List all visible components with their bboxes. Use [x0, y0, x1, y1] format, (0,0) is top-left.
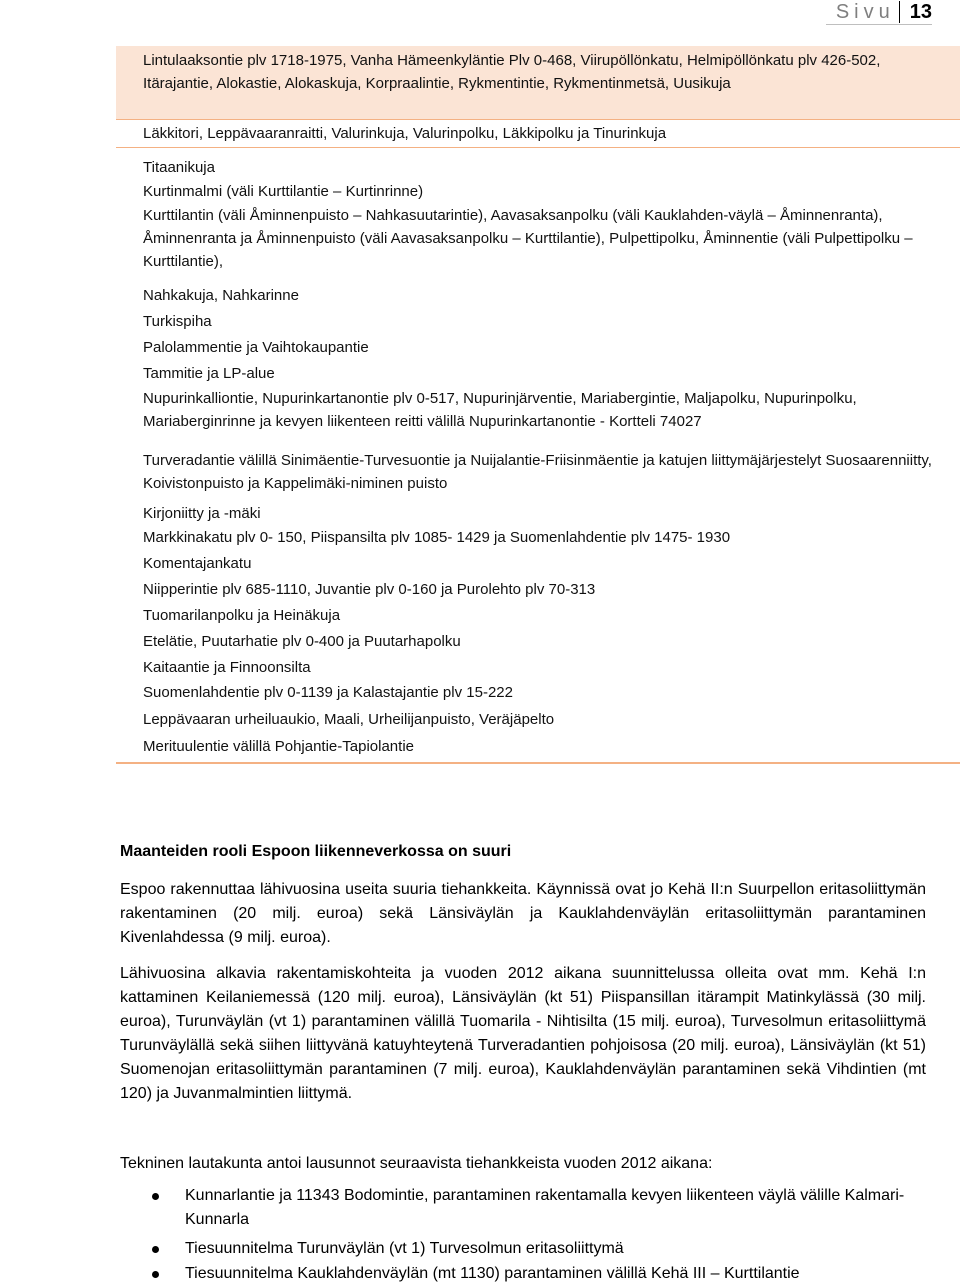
table-cell: Tammitie ja LP-alue	[143, 365, 275, 382]
bullet-icon	[152, 1271, 159, 1278]
table-row	[116, 681, 960, 705]
table-row	[116, 578, 960, 602]
header-divider	[899, 1, 900, 23]
table-cell: Kurttilantin (väli Åminnenpuisto – Nahkasuutarintie), Aavasaksanpolku (väli Kauklahden-väylä – Åminnenranta), Åminnenranta ja Åminnenpuisto (väli Aavasaksanpolku – Kurttilantie), Pulpettipolku, Åminnentie (väli Pulpettipolku – Kurttilantie),	[143, 207, 913, 270]
table-cell: Titaanikuja	[143, 159, 215, 176]
table-row	[116, 362, 960, 386]
list-item-text: Tiesuunnitelma Turunväylän (vt 1) Turvesolmun eritasoliittymä	[185, 1240, 624, 1257]
table-row	[116, 526, 960, 550]
table-row	[116, 735, 960, 759]
table-cell: Komentajankatu	[143, 555, 252, 572]
table-cell: Suomenlahdentie plv 0-1139 ja Kalastajantie plv 15-222	[143, 684, 513, 701]
bullet-icon	[152, 1246, 159, 1253]
table-row	[116, 387, 960, 435]
table-cell: Merituulentie välillä Pohjantie-Tapiolantie	[143, 738, 414, 755]
list-item-text: Kunnarlantie ja 11343 Bodomintie, parantaminen rakentamalla kevyen liikenteen väylä välille Kalmari-Kunnarla	[185, 1187, 905, 1228]
table-cell: Kurtinmalmi (väli Kurttilantie – Kurtinrinne)	[143, 183, 424, 200]
table-row	[116, 120, 960, 148]
bullet-icon	[152, 1193, 159, 1200]
street-project-table	[116, 46, 960, 764]
page-number: 13	[909, 0, 932, 23]
table-cell: Palolammentie ja Vaihtokaupantie	[143, 339, 369, 356]
table-row	[116, 284, 960, 308]
table-cell: Kaitaantie ja Finnoonsilta	[143, 659, 311, 676]
table-row	[116, 630, 960, 654]
table-row	[116, 656, 960, 680]
table-row	[116, 310, 960, 334]
table-row	[116, 604, 960, 628]
table-row	[116, 204, 960, 278]
table-row	[116, 46, 960, 120]
table-row	[116, 180, 960, 202]
table-cell: Leppävaaran urheiluaukio, Maali, Urheilijanpuisto, Veräjäpelto	[143, 711, 555, 728]
list-item-text: Tiesuunnitelma Kauklahdenväylän (mt 1130) parantaminen välillä Kehä III – Kurttilantie	[185, 1265, 800, 1282]
paragraph-1: Espoo rakennuttaa lähivuosina useita suuria tiehankkeita. Käynnissä ovat jo Kehä II:n Suurpellon eritasoliittymän rakentaminen (20 milj. euroa) sekä Länsiväylän ja Kauklahdenväylän eritasoliittymän parantaminen Kivenlahdessa (9 milj. euroa).	[120, 881, 926, 946]
table-cell: Tuomarilanpolku ja Heinäkuja	[143, 607, 341, 624]
table-cell: Lintulaaksontie plv 1718-1975, Vanha Hämeenkyläntie Plv 0-468, Viirupöllönkatu, Helmipöllönkatu plv 426-502, Itärajantie, Alokastie, Alokaskuja, Korpraalintie, Rykmentintie, Rykmentinmetsä, Uusikuja	[143, 52, 881, 92]
table-row	[116, 708, 960, 732]
table-cell: Niipperintie plv 685-1110, Juvantie plv 0-160 ja Purolehto plv 70-313	[143, 581, 596, 598]
table-cell: Markkinakatu plv 0- 150, Piispansilta plv 1085- 1429 ja Suomenlahdentie plv 1475- 1930	[143, 529, 731, 546]
table-cell: Kirjoniitty ja -mäki	[143, 505, 261, 522]
table-row	[116, 502, 960, 526]
list-item	[120, 1237, 930, 1261]
list-item	[120, 1184, 930, 1232]
page-header	[826, 0, 932, 25]
table-cell: Turveradantie välillä Sinimäentie-Turvesuontie ja Nuijalantie-Friisinmäentie ja katujen liittymäjärjestelyt Suosaarenniitty, Koivistonpuisto ja Kappelimäki-niminen puisto	[143, 452, 932, 492]
table-cell: Läkkitori, Leppävaaranraitti, Valurinkuja, Valurinpolku, Läkkipolku ja Tinurinkuja	[143, 125, 667, 142]
table-row	[116, 156, 960, 180]
list-item	[120, 1262, 930, 1286]
page-label: Sivu	[835, 0, 895, 23]
table-cell: Etelätie, Puutarhatie plv 0-400 ja Puutarhapolku	[143, 633, 461, 650]
paragraph-2: Lähivuosina alkavia rakentamiskohteita ja vuoden 2012 aikana suunnittelussa olleita ovat mm. Kehä I:n kattaminen Keilaniemessä (120 milj. euroa), Länsiväylän (kt 51) Piispansillan itärampit Matinkylässä (30 milj. euroa), Turunväylän (vt 1) parantaminen välillä Tuomarila - Nihtisilta (15 milj. euroa), Turvesolmun eritasoliittymä Turunväylällä sekä siihen liittyvänä katuyhteytenä Turveradantien pohjoisosa (20 milj. euroa), Länsiväylän (kt 51) Suomenojan eritasoliittymän parantaminen (7 milj. euroa), Kauklahdenväylän parantaminen sekä Vihdintien (mt 120) ja Juvanmalmintien liittymä.	[120, 965, 926, 1102]
table-cell: Turkispiha	[143, 313, 212, 330]
table-row	[116, 449, 960, 497]
paragraph-3: Tekninen lautakunta antoi lausunnot seuraavista tiehankkeista vuoden 2012 aikana:	[120, 1155, 713, 1172]
table-cell: Nupurinkalliontie, Nupurinkartanontie plv 0-517, Nupurinjärventie, Mariabergintie, Maljapolku, Nupurinpolku, Mariaberginrinne ja kevyen liikenteen reitti välillä Nupurinkartanontie - Kortteli 74027	[143, 390, 857, 430]
table-row	[116, 552, 960, 576]
table-row	[116, 336, 960, 360]
table-cell: Nahkakuja, Nahkarinne	[143, 287, 299, 304]
section-heading: Maanteiden rooli Espoon liikenneverkossa on suuri	[120, 843, 512, 860]
